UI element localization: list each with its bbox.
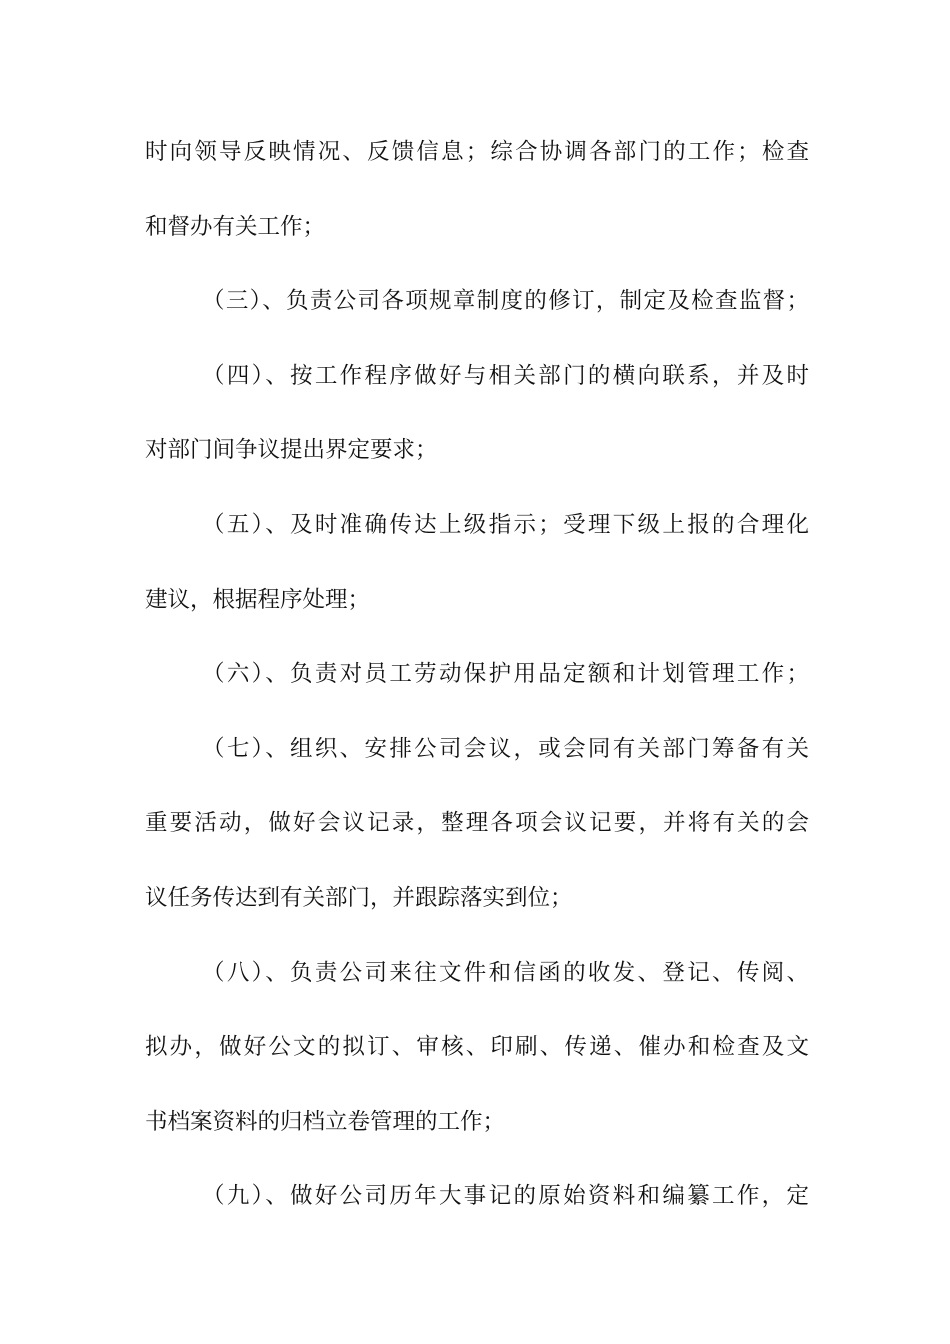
text-line-3: （三）、负责公司各项规章制度的修订，制定及检查监督； <box>202 288 809 314</box>
text-line-13: 拟办，做好公文的拟订、审核、印刷、传递、催办和检查及文 <box>145 1034 809 1060</box>
text-line-4: （四）、按工作程序做好与相关部门的横向联系，并及时 <box>202 363 809 389</box>
text-line-8: （六）、负责对员工劳动保护用品定额和计划管理工作； <box>202 661 809 687</box>
text-line-9: （七）、组织、安排公司会议，或会同有关部门筹备有关 <box>202 736 809 762</box>
text-line-12: （八）、负责公司来往文件和信函的收发、登记、传阅、 <box>202 960 809 986</box>
text-line-5: 对部门间争议提出界定要求； <box>145 437 438 463</box>
text-line-2: 和督办有关工作； <box>145 214 326 240</box>
text-line-11: 议任务传达到有关部门，并跟踪落实到位； <box>145 885 573 911</box>
text-line-14: 书档案资料的归档立卷管理的工作； <box>145 1109 506 1135</box>
text-line-15: （九）、做好公司历年大事记的原始资料和编纂工作，定 <box>202 1183 809 1209</box>
text-line-1: 时向领导反映情况、反馈信息；综合协调各部门的工作；检查 <box>145 139 809 165</box>
text-line-7: 建议，根据程序处理； <box>145 587 371 613</box>
text-line-6: （五）、及时准确传达上级指示；受理下级上报的合理化 <box>202 512 809 538</box>
text-line-10: 重要活动，做好会议记录，整理各项会议记要，并将有关的会 <box>145 810 809 836</box>
